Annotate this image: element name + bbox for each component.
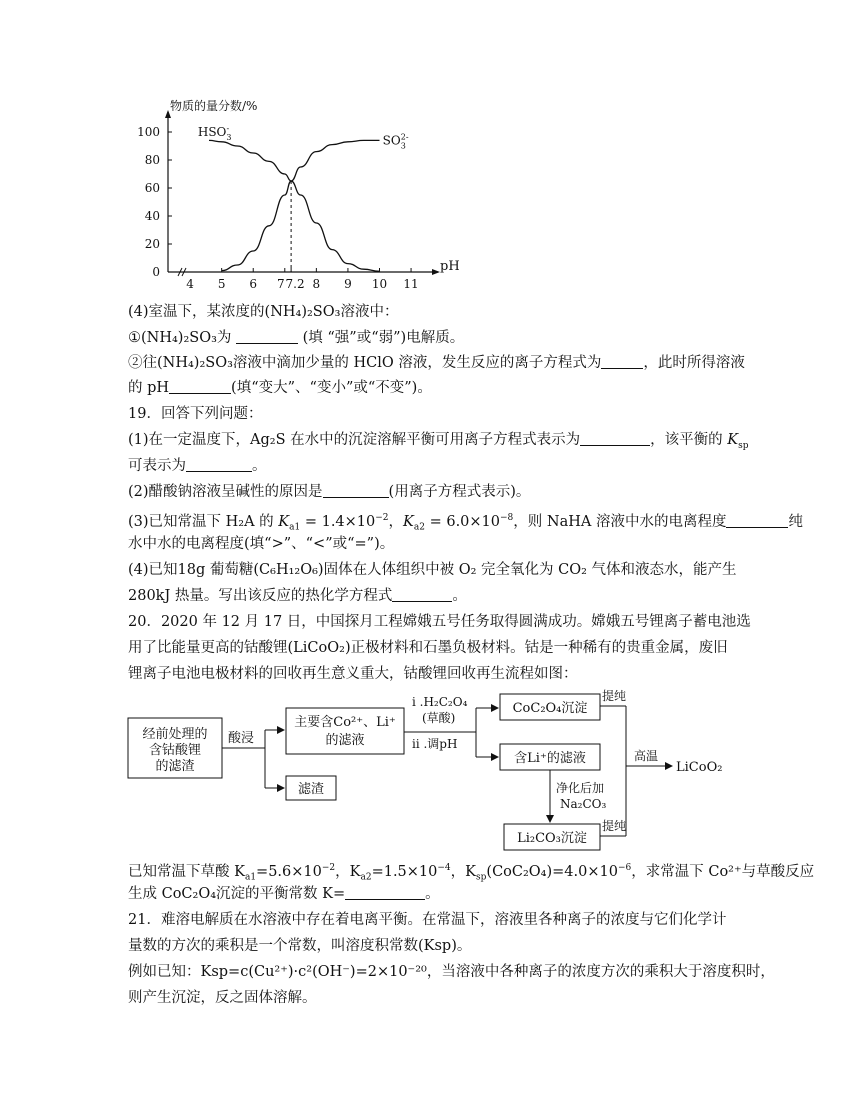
series-line-hso3 [209, 140, 380, 271]
x-tick-label: 7 [276, 277, 285, 291]
answer-blank[interactable] [186, 457, 252, 472]
q18-part4-item2: ②往(NH₄)₂SO₃溶液中滴加少量的 HClO 溶液，发生反应的离子方程式为 ，此时所得溶液 [128, 355, 745, 371]
x-tick-label: 10 [371, 277, 388, 291]
q18-part4-item1: ①(NH₄)₂SO₃为 (填 “强”或“弱”)电解质。 [128, 330, 465, 346]
y-tick-label: 80 [144, 153, 160, 167]
residue-label: 滤渣 [297, 782, 325, 797]
x-axis-arrow [432, 269, 440, 275]
q18-part4-intro: (4)室温下，某浓度的(NH₄)₂SO₃溶液中： [128, 304, 399, 320]
x-tick-label: 11 [403, 277, 419, 291]
answer-blank[interactable] [726, 513, 788, 528]
answer-blank[interactable] [345, 885, 425, 900]
distribution-chart [110, 96, 460, 296]
filtrate-box-line2: 的滤液 [325, 733, 365, 748]
hso3-label: $HSO_3-$ [197, 124, 232, 142]
q21-line1: 21．难溶电解质在水溶液中存在着电离平衡。在常温下，溶液里各种离子的浓度与它们化学计 [128, 912, 727, 928]
q19-title: 19．回答下列问题： [128, 406, 263, 422]
y-tick-label: 20 [144, 237, 160, 251]
step-i-oxalic: (草酸) [422, 711, 456, 725]
y-tick-label: 40 [144, 209, 160, 223]
y-tick-label: 60 [144, 181, 160, 195]
answer-blank[interactable] [169, 379, 231, 394]
so3-label: $SO_32-$ [382, 132, 409, 151]
x-tick-label: 5 [217, 277, 226, 291]
tichun-label-top: 提纯 [602, 689, 627, 703]
q19-part1-cont: 可表示为 。 [128, 458, 267, 474]
y-tick-label: 0 [152, 265, 160, 279]
x-tick-label: 7.2 [285, 277, 305, 291]
answer-blank[interactable] [236, 329, 298, 344]
step-ii-label: ⅱ .调pH [412, 737, 458, 751]
q19-part4: (4)已知18g 葡萄糖(C₆H₁₂O₆)固体在人体组织中被 O₂ 完全氧化为 CO₂ 气体和液态水，能产生 [128, 562, 737, 578]
q20-line3: 锂离子电池电极材料的回收再生意义重大，钴酸锂回收再生流程如图： [128, 666, 578, 682]
product-label: LiCoO₂ [676, 760, 723, 775]
y-axis-label: 物质的量分数/% [170, 99, 258, 113]
q21-line4: 则产生沉淀，反之固体溶解。 [128, 990, 317, 1006]
li2co3-label: Li₂CO₃沉淀 [517, 831, 587, 846]
x-tick-label: 6 [249, 277, 258, 291]
gaowen-label: 高温 [634, 749, 659, 763]
x-tick-label: 9 [344, 277, 352, 291]
start-box-line3: 的滤渣 [155, 759, 195, 774]
start-box-line1: 经前处理的 [142, 727, 208, 742]
q21-line2: 量数的方次的乘积是一个常数，叫溶度积常数(Ksp)。 [128, 938, 472, 954]
q20-constants: 已知常温下草酸 $K_{a1}=5.6\times 10^{-2}$，$K_{a2}=1.5\times 10^{-4}$，$K_{sp}(CoC_2O_4)=4.0\times 10^{-6}$，求常温下 Co²⁺与草酸反应 [128, 863, 815, 883]
x-axis-label: pH [440, 259, 460, 274]
purify-label-2: Na₂CO₃ [560, 797, 607, 811]
step-i-label: ⅰ .H₂C₂O₄ [412, 695, 468, 709]
q21-line3: 例如已知：Ksp=c(Cu²⁺)·c²(OH⁻)=2×10⁻²⁰，当溶液中各种离子的浓度方次的乘积大于溶度积时， [128, 964, 775, 980]
q18-part4-item2-cont: 的 pH (填“变大”、“变小”或“不变”)。 [128, 380, 432, 396]
start-box-line2: 含钴酸锂 [148, 743, 202, 758]
li-filtrate-label: 含Li⁺的滤液 [514, 751, 586, 766]
answer-blank[interactable] [601, 354, 643, 369]
answer-blank[interactable] [392, 587, 452, 602]
series-line-so3 [222, 140, 380, 270]
y-tick-label: 100 [137, 125, 160, 139]
q19-part3-cont: 水中水的电离程度(填“>”、“<”或“=”)。 [128, 536, 395, 552]
q19-part3: (3)已知常温下 H₂A 的 $K_{a1} = 1.4\times 10^{-2}$，$K_{a2} = 6.0\times 10^{-8}$，则 NaHA 溶液中水的电离程度 纯 [128, 513, 803, 533]
answer-blank[interactable] [323, 483, 389, 498]
answer-blank[interactable] [580, 431, 650, 446]
purify-label-1: 净化后加 [556, 781, 605, 795]
q20-constants-cont: 生成 CoC₂O₄沉淀的平衡常数 K= 。 [128, 886, 440, 902]
acid-leach-label: 酸浸 [228, 731, 255, 746]
recycling-flow-diagram [120, 686, 760, 854]
q20-line1: 20．2020 年 12 月 17 日，中国探月工程嫦娥五号任务取得圆满成功。嫦娥五号锂离子蓄电池选 [128, 614, 751, 630]
x-tick-label: 4 [186, 277, 194, 291]
coc2o4-label: CoC₂O₄沉淀 [512, 701, 588, 716]
q19-part2: (2)醋酸钠溶液呈碱性的原因是 (用离子方程式表示)。 [128, 484, 531, 500]
filtrate-box-line1: 主要含Co²⁺、Li⁺ [294, 715, 396, 730]
q20-line2: 用了比能量更高的钴酸锂(LiCoO₂)正极材料和石墨负极材料。钴是一种稀有的贵重金属，废旧 [128, 640, 728, 656]
q19-part1: (1)在一定温度下，Ag₂S 在水中的沉淀溶解平衡可用离子方程式表示为 ，该平衡的 $K_{sp}$ [128, 432, 749, 451]
x-tick-label: 8 [312, 277, 321, 291]
tichun-label-bottom: 提纯 [602, 819, 627, 833]
q19-part4-cont: 280kJ 热量。写出该反应的热化学方程式 。 [128, 588, 467, 604]
